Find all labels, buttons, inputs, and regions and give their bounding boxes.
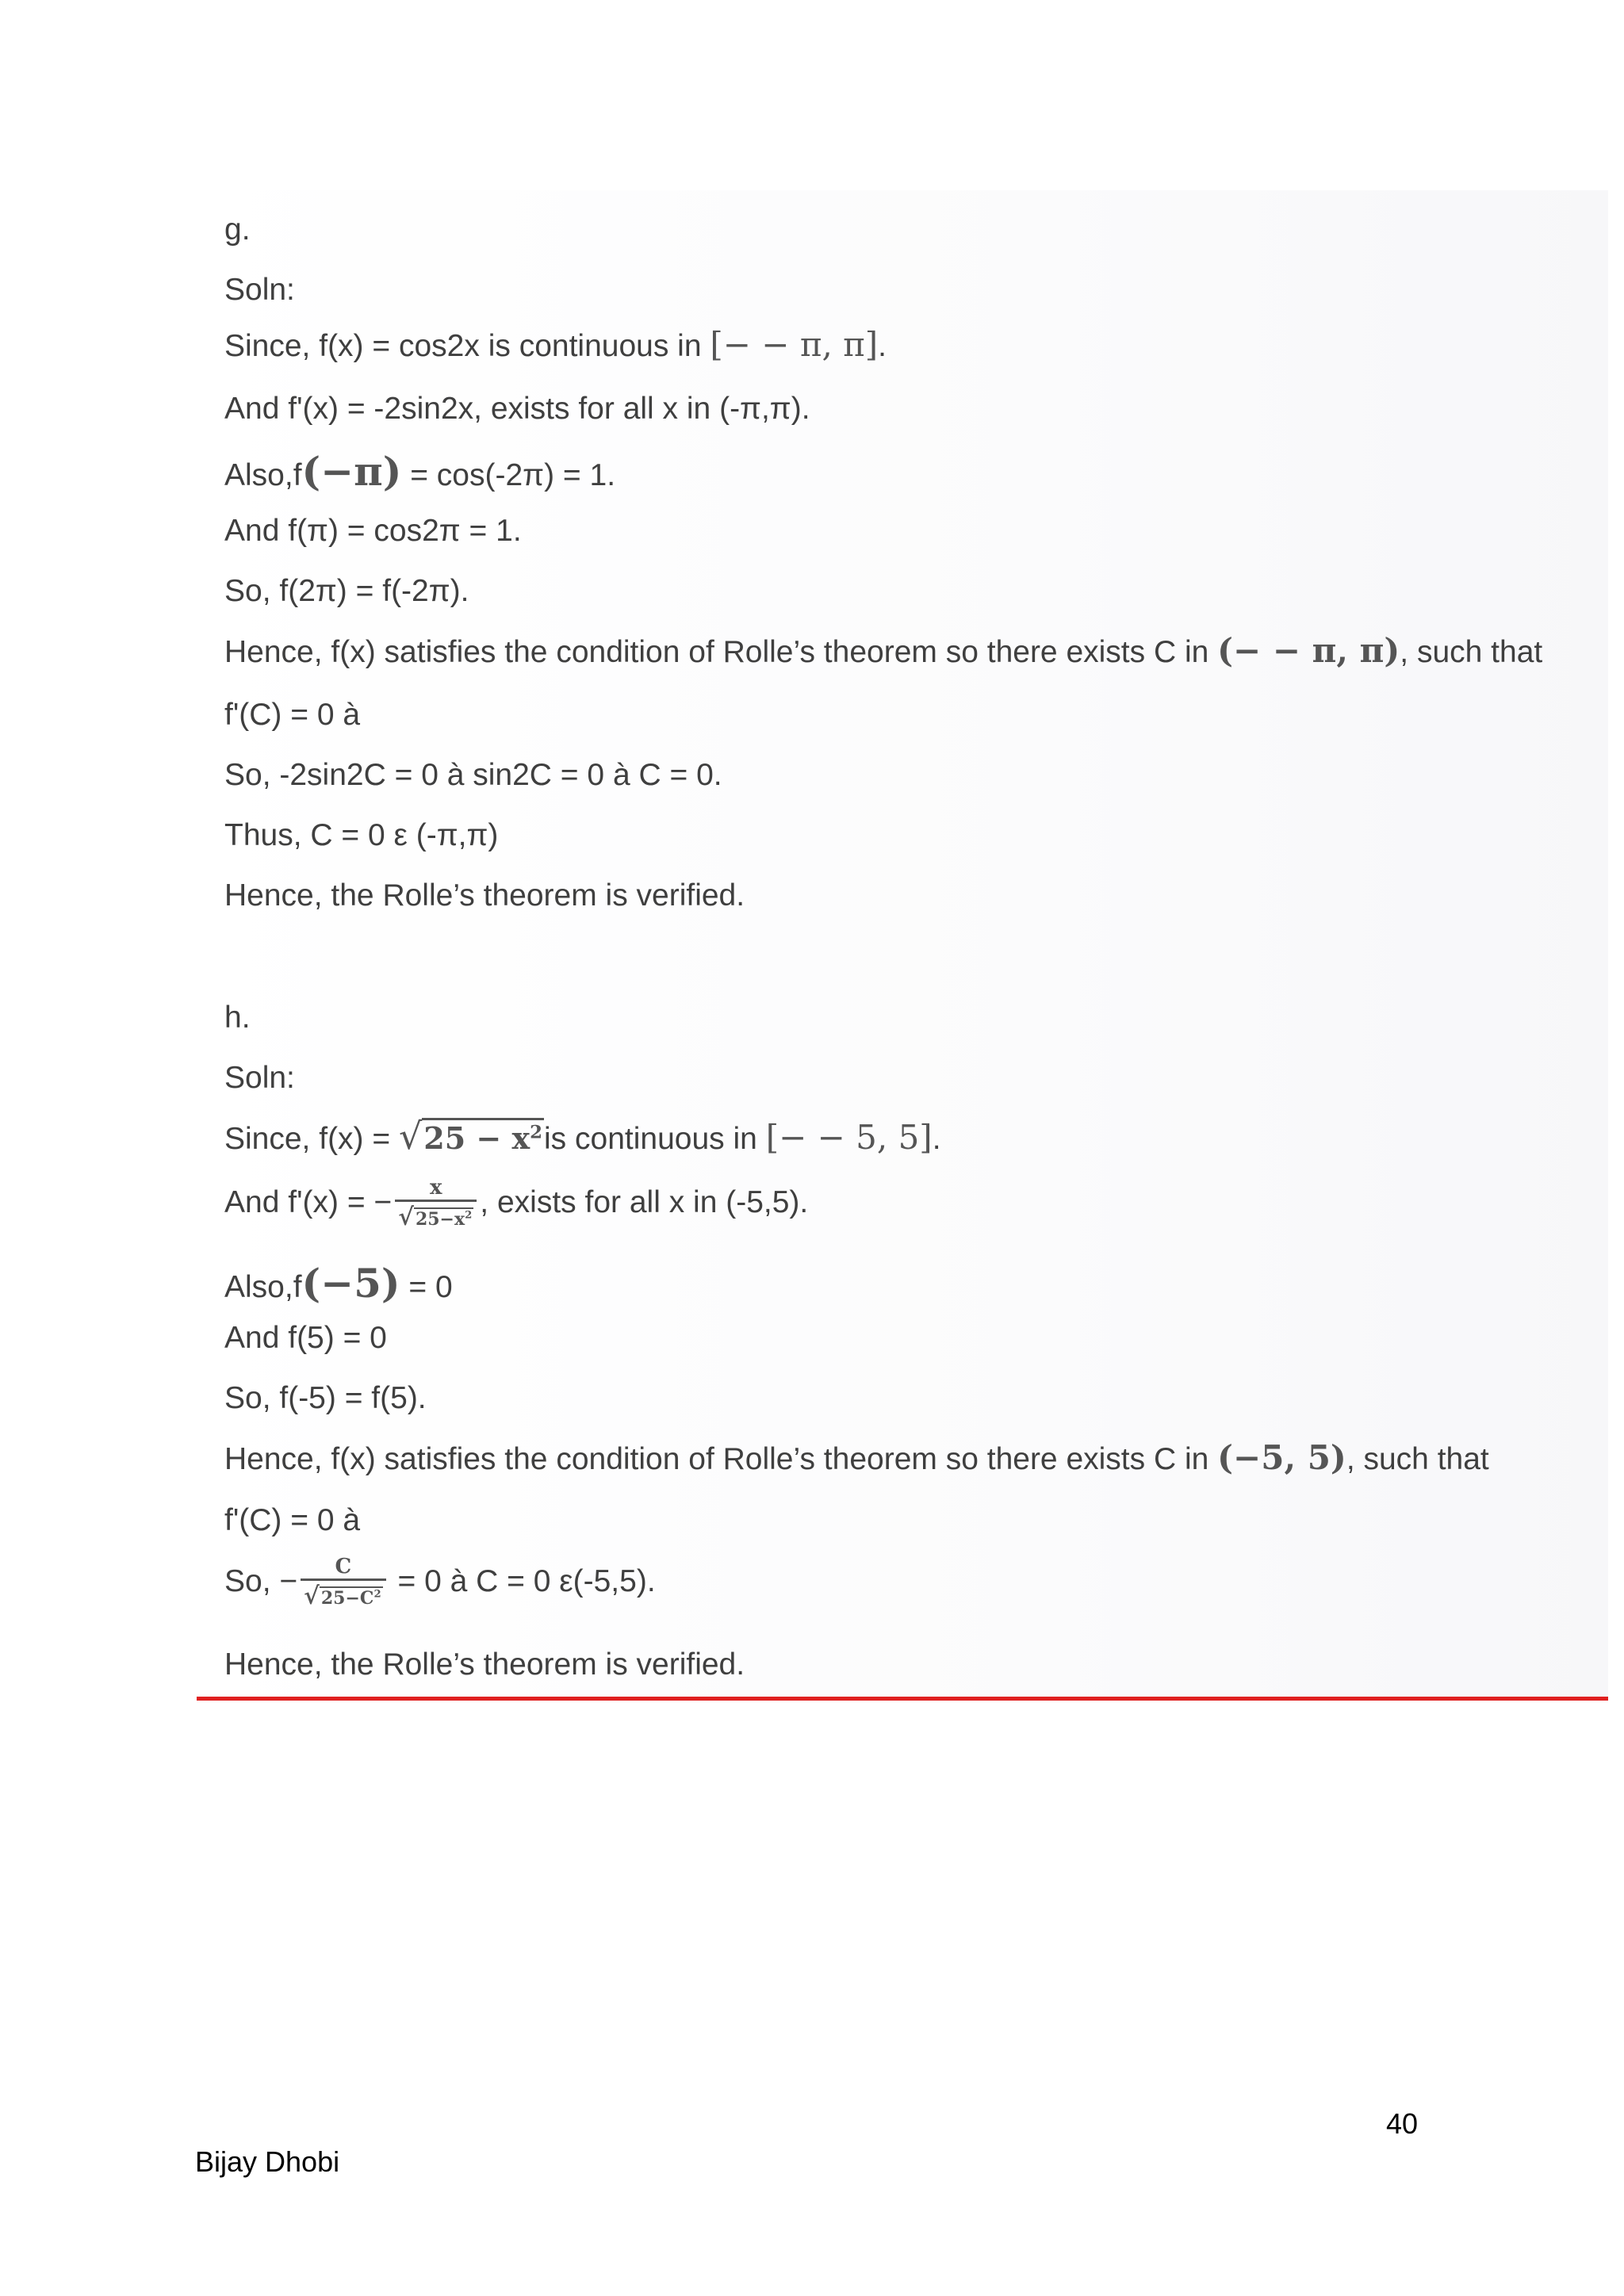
part-h-line-4: And f(5) = 0 xyxy=(224,1321,387,1355)
part-g-soln-label: Soln: xyxy=(224,273,295,307)
page-number: 40 xyxy=(1386,2107,1419,2140)
red-divider-line xyxy=(197,1697,1608,1701)
fraction: $\frac{x}{√25-x^2}$ xyxy=(395,1177,477,1232)
fraction: $\frac{C}{√25-C^2}$ xyxy=(301,1556,385,1611)
part-g-line-7: f'(C) = 0 à xyxy=(224,698,361,732)
part-g-line-1: Since, f(x) = cos2x is continuous in [− − π, π]. xyxy=(224,325,887,364)
part-g-line-8: So, -2sin2C = 0 à sin2C = 0 à C = 0. xyxy=(224,758,722,792)
math-interval: [− − 5, 5] xyxy=(765,1118,933,1157)
part-h-line-8: So, − $\frac{C}{√25-C^2}$ = 0 à C = 0 ε(-5,5). xyxy=(224,1555,656,1610)
math-interval: [− − π, π] xyxy=(710,325,879,364)
part-g-line-10: Hence, the Rolle’s theorem is verified. xyxy=(224,878,745,913)
part-h-line-2: And f'(x) = − $\frac{x}{√25-x^2}$ , exists for all x in (-5,5). xyxy=(224,1176,809,1231)
part-g-line-9: Thus, C = 0 ε (-π,π) xyxy=(224,818,499,852)
square-root-expression: $√25 - x^2$ xyxy=(398,1115,543,1158)
part-h-line-6: Hence, f(x) satisfies the condition of Rolle’s theorem so there exists C in (−5, 5), such that xyxy=(224,1438,1489,1477)
part-h-line-3: Also,f(−5) = 0 xyxy=(224,1260,453,1307)
author-name: Bijay Dhobi xyxy=(195,2145,340,2178)
math-interval: (− − π, π) xyxy=(1217,631,1400,670)
part-h-line-1: Since, $f(x) = √25 - x^2is$ continuous in [− − 5, 5]. xyxy=(224,1115,941,1158)
part-h-line-5: So, f(-5) = f(5). xyxy=(224,1381,427,1415)
part-g-line-3: Also,f(−π) = cos(-2π) = 1. xyxy=(224,448,616,495)
math-argument: (−π) xyxy=(301,448,402,495)
part-h-label: h. xyxy=(224,1001,251,1035)
math-interval: (−5, 5) xyxy=(1217,1438,1346,1477)
part-g-line-6: Hence, f(x) satisfies the condition of Rolle’s theorem so there exists C in (− − π, π), such that xyxy=(224,631,1543,670)
part-g-label: g. xyxy=(224,212,251,247)
part-h-soln-label: Soln: xyxy=(224,1061,295,1095)
part-h-line-9: Hence, the Rolle’s theorem is verified. xyxy=(224,1647,745,1682)
part-g-line-4: And f(π) = cos2π = 1. xyxy=(224,514,522,548)
part-g-line-2: And f'(x) = -2sin2x, exists for all x in (-π,π). xyxy=(224,392,810,426)
math-argument: (−5) xyxy=(301,1260,400,1307)
part-h-line-7: f'(C) = 0 à xyxy=(224,1503,361,1537)
part-g-line-5: So, f(2π) = f(-2π). xyxy=(224,574,469,608)
